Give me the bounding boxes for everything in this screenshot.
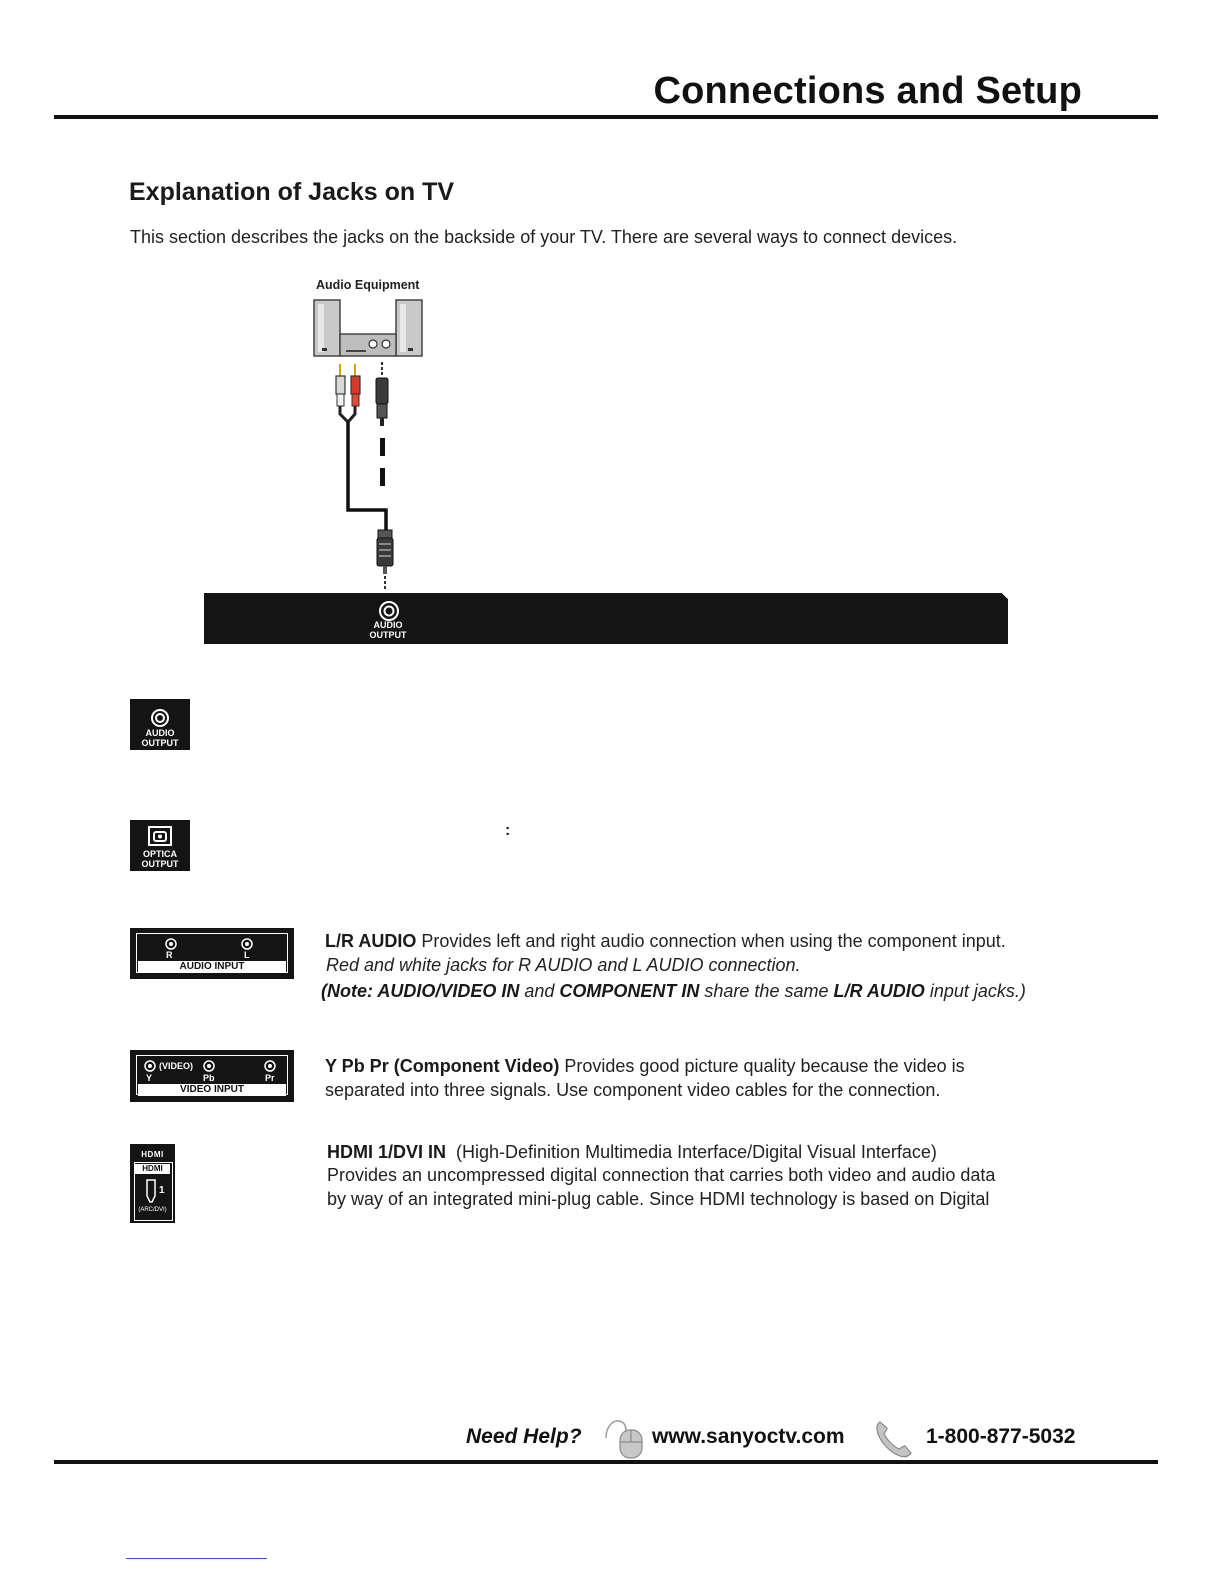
lr-audio-description: L/R AUDIO Provides left and right audio connection when using the component input.	[325, 931, 1006, 951]
optical-output-jack-icon: OPTICA OUTPUT	[130, 820, 190, 871]
tv-back-panel	[204, 593, 1008, 644]
hdmi-title: HDMI 1/DVI IN (High-Definition Multimedia Interface/Digital Visual Interface)	[327, 1142, 937, 1162]
hdmi-logo: HDMI	[141, 1150, 164, 1159]
footer-rule	[54, 1460, 1158, 1464]
component-video-description: Y Pb Pr (Component Video) Provides good picture quality because the video is	[325, 1056, 965, 1076]
hdmi-description-line1: Provides an uncompressed digital connection that carries both video and audio data	[327, 1165, 996, 1185]
lr-audio-shared-note: (Note: AUDIO/VIDEO IN and COMPONENT IN share the same L/R AUDIO input jacks.)	[321, 981, 1026, 1001]
need-help-text: Need Help?	[466, 1425, 582, 1448]
connection-diagram	[0, 0, 1224, 680]
lr-audio-color-note: Red and white jacks for R AUDIO and L AUDIO connection.	[326, 955, 801, 975]
link-underline	[126, 1558, 267, 1559]
website-link[interactable]: www.sanyoctv.com	[652, 1425, 845, 1448]
audio-input-jack-icon: R L AUDIO INPUT	[130, 928, 294, 979]
audio-equipment-label: Audio Equipment	[316, 278, 420, 292]
component-video-jack-icon: (VIDEO) Y Pb Pr VIDEO INPUT	[130, 1050, 294, 1102]
section-heading: Explanation of Jacks on TV	[129, 178, 455, 206]
phone-number: 1-800-877-5032	[926, 1425, 1076, 1448]
page-title: Connections and Setup	[653, 70, 1082, 112]
hdmi-jack-icon: HDMI HDMI 1 (ARC/DVI)	[130, 1144, 175, 1223]
tv-plug-icon	[377, 530, 393, 589]
hdmi-description-line2: by way of an integrated mini-plug cable. Since HDMI technology is based on Digital	[327, 1189, 990, 1209]
audio-output-jack-icon: AUDIO OUTPUT	[130, 699, 190, 750]
intro-text: This section describes the jacks on the backside of your TV. There are several ways to connect devices.	[130, 227, 958, 247]
stray-colon: :	[505, 822, 511, 839]
mouse-icon	[602, 1416, 644, 1460]
mini-plug-icon	[376, 362, 388, 486]
phone-icon	[872, 1416, 916, 1460]
component-video-description-line2: separated into three signals. Use component video cables for the connection.	[325, 1080, 941, 1100]
tv-audio-output-label: AUDIO OUTPUT	[369, 620, 407, 640]
audio-equipment-icon	[314, 300, 422, 356]
